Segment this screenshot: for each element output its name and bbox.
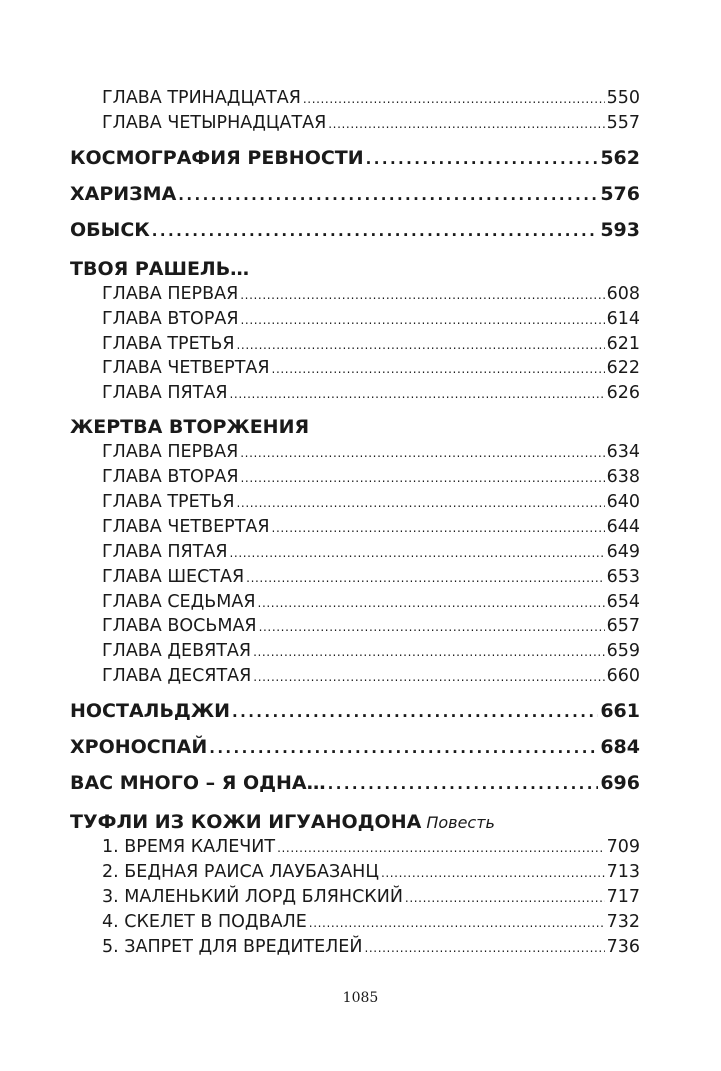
toc-entry-title: ГЛАВА ЧЕТВЕРТАЯ <box>102 516 270 537</box>
toc-entry-page: 649 <box>606 541 640 562</box>
dot-leader <box>328 112 604 137</box>
toc-entry-page: 653 <box>606 566 640 587</box>
toc-entry-page: 654 <box>606 591 640 612</box>
toc-entry <box>70 590 640 615</box>
dot-leader <box>277 836 605 861</box>
dot-leader <box>209 730 598 766</box>
toc-entry-title: ГЛАВА ЧЕТЫРНАДЦАТАЯ <box>102 112 327 133</box>
dot-leader <box>229 382 604 407</box>
toc-entry-title: ГЛАВА ПЯТАЯ <box>102 383 228 404</box>
toc-entry-page: 736 <box>606 936 640 957</box>
toc-entry-page: 660 <box>606 666 640 687</box>
section-genre-label: Повесть <box>426 813 495 833</box>
section-title-text: ТВОЯ РАШЕЛЬ… <box>70 257 250 280</box>
dot-leader <box>241 308 605 333</box>
toc-entry-page: 622 <box>606 358 640 379</box>
toc-entry-page: 684 <box>600 736 640 759</box>
toc-entry-page: 640 <box>606 492 640 513</box>
toc-major-entry <box>70 212 640 248</box>
toc-entry <box>70 86 640 111</box>
toc-entry <box>70 381 640 406</box>
toc-entry-title: ГЛАВА ТРЕТЬЯ <box>102 492 235 513</box>
toc-major-entry <box>70 140 640 176</box>
table-of-contents <box>70 86 640 960</box>
toc-entry-title: ГЛАВА ВОСЬМАЯ <box>102 616 257 637</box>
toc-major-entry <box>70 176 640 212</box>
toc-entry-title: НОСТАЛЬДЖИ <box>70 700 231 723</box>
toc-entry-page: 562 <box>600 146 640 169</box>
toc-entry-page: 717 <box>606 886 640 907</box>
toc-entry-title: 3. МАЛЕНЬКИЙ ЛОРД БЛЯНСКИЙ <box>102 886 403 907</box>
toc-entry-title: ГЛАВА ДЕВЯТАЯ <box>102 641 252 662</box>
toc-entry <box>70 332 640 357</box>
toc-entry <box>70 515 640 540</box>
toc-entry <box>70 282 640 307</box>
toc-entry <box>70 860 640 885</box>
dot-leader <box>229 541 604 566</box>
toc-entry <box>70 910 640 935</box>
dot-leader <box>240 283 604 308</box>
toc-entry-title: ГЛАВА ВТОРАЯ <box>102 308 239 329</box>
toc-entry <box>70 885 640 910</box>
toc-entry <box>70 835 640 860</box>
toc-entry <box>70 490 640 515</box>
toc-entry-page: 576 <box>600 182 640 205</box>
toc-entry-title: ГЛАВА ЧЕТВЕРТАЯ <box>102 358 270 379</box>
dot-leader <box>178 177 598 213</box>
toc-entry-page: 644 <box>606 516 640 537</box>
section-title-text: ЖЕРТВА ВТОРЖЕНИЯ <box>70 416 310 439</box>
dot-leader <box>366 141 599 177</box>
toc-entry <box>70 307 640 332</box>
dot-leader <box>232 694 598 730</box>
toc-entry-title: ГЛАВА ТРЕТЬЯ <box>102 333 235 354</box>
toc-entry-title: 4. СКЕЛЕТ В ПОДВАЛЕ <box>102 911 307 932</box>
dot-leader <box>272 516 605 541</box>
dot-leader <box>237 333 605 358</box>
dot-leader <box>240 441 604 466</box>
toc-entry-page: 634 <box>606 442 640 463</box>
dot-leader <box>303 87 605 112</box>
toc-section-title <box>70 415 640 440</box>
toc-entry-title: ОБЫСК <box>70 218 150 241</box>
dot-leader <box>364 936 604 961</box>
toc-major-entry <box>70 729 640 765</box>
dot-leader <box>152 213 599 249</box>
toc-entry-title: ГЛАВА ПЕРВАЯ <box>102 442 239 463</box>
toc-entry-page: 621 <box>606 333 640 354</box>
dot-leader <box>258 591 605 616</box>
toc-entry <box>70 540 640 565</box>
toc-entry-title: ГЛАВА ПЯТАЯ <box>102 541 228 562</box>
toc-entry-title: ГЛАВА ПЕРВАЯ <box>102 283 239 304</box>
toc-entry <box>70 356 640 381</box>
dot-leader <box>272 357 605 382</box>
toc-section-title <box>70 810 640 835</box>
toc-entry <box>70 440 640 465</box>
toc-entry-page: 657 <box>606 616 640 637</box>
toc-entry-page: 550 <box>606 88 640 108</box>
toc-entry-title: 2. БЕДНАЯ РАИСА ЛАУБАЗАНЦ <box>102 862 379 883</box>
dot-leader <box>241 466 605 491</box>
toc-entry-title: 1. ВРЕМЯ КАЛЕЧИТ <box>102 837 276 858</box>
toc-entry-title: ХАРИЗМА <box>70 182 177 205</box>
toc-entry <box>70 465 640 490</box>
toc-entry <box>70 614 640 639</box>
toc-entry-title: ГЛАВА ШЕСТАЯ <box>102 566 245 587</box>
toc-entry-title: ХРОНОСПАЙ <box>70 736 208 759</box>
toc-entry-page: 732 <box>606 911 640 932</box>
dot-leader <box>381 861 605 886</box>
toc-entry-page: 661 <box>600 700 640 723</box>
dot-leader <box>259 615 605 640</box>
toc-entry-page: 557 <box>606 112 640 133</box>
section-title-text: ТУФЛИ ИЗ КОЖИ ИГУАНОДОНА <box>70 811 422 834</box>
toc-major-entry <box>70 765 640 801</box>
toc-entry-page: 626 <box>606 383 640 404</box>
toc-entry-title: 5. ЗАПРЕТ ДЛЯ ВРЕДИТЕЛЕЙ <box>102 936 363 957</box>
toc-entry-page: 614 <box>606 308 640 329</box>
dot-leader <box>246 566 604 591</box>
page-number: 1085 <box>342 990 379 1006</box>
toc-entry-page: 659 <box>606 641 640 662</box>
toc-entry-page: 608 <box>606 283 640 304</box>
toc-entry-page: 709 <box>606 837 640 858</box>
toc-entry-title: ГЛАВА СЕДЬМАЯ <box>102 591 256 612</box>
toc-entry-page: 713 <box>606 862 640 883</box>
toc-entry-title: ВАС МНОГО – Я ОДНА… <box>70 772 326 795</box>
toc-entry <box>70 565 640 590</box>
toc-entry-page: 593 <box>600 218 640 241</box>
toc-entry-page: 638 <box>606 467 640 488</box>
toc-entry-title: КОСМОГРАФИЯ РЕВНОСТИ <box>70 146 364 169</box>
toc-entry <box>70 935 640 960</box>
dot-leader <box>253 665 604 690</box>
toc-entry <box>70 111 640 136</box>
toc-entry-title: ГЛАВА ТРИНАДЦАТАЯ <box>102 88 301 108</box>
toc-section-title <box>70 257 640 282</box>
toc-entry-page: 696 <box>600 772 640 795</box>
dot-leader <box>309 911 605 936</box>
dot-leader <box>253 640 605 665</box>
dot-leader <box>237 491 605 516</box>
toc-major-entry <box>70 693 640 729</box>
toc-entry-title: ГЛАВА ДЕСЯТАЯ <box>102 666 252 687</box>
dot-leader <box>328 766 599 802</box>
toc-entry-title: ГЛАВА ВТОРАЯ <box>102 467 239 488</box>
dot-leader <box>405 886 605 911</box>
toc-entry <box>70 664 640 689</box>
toc-entry <box>70 639 640 664</box>
